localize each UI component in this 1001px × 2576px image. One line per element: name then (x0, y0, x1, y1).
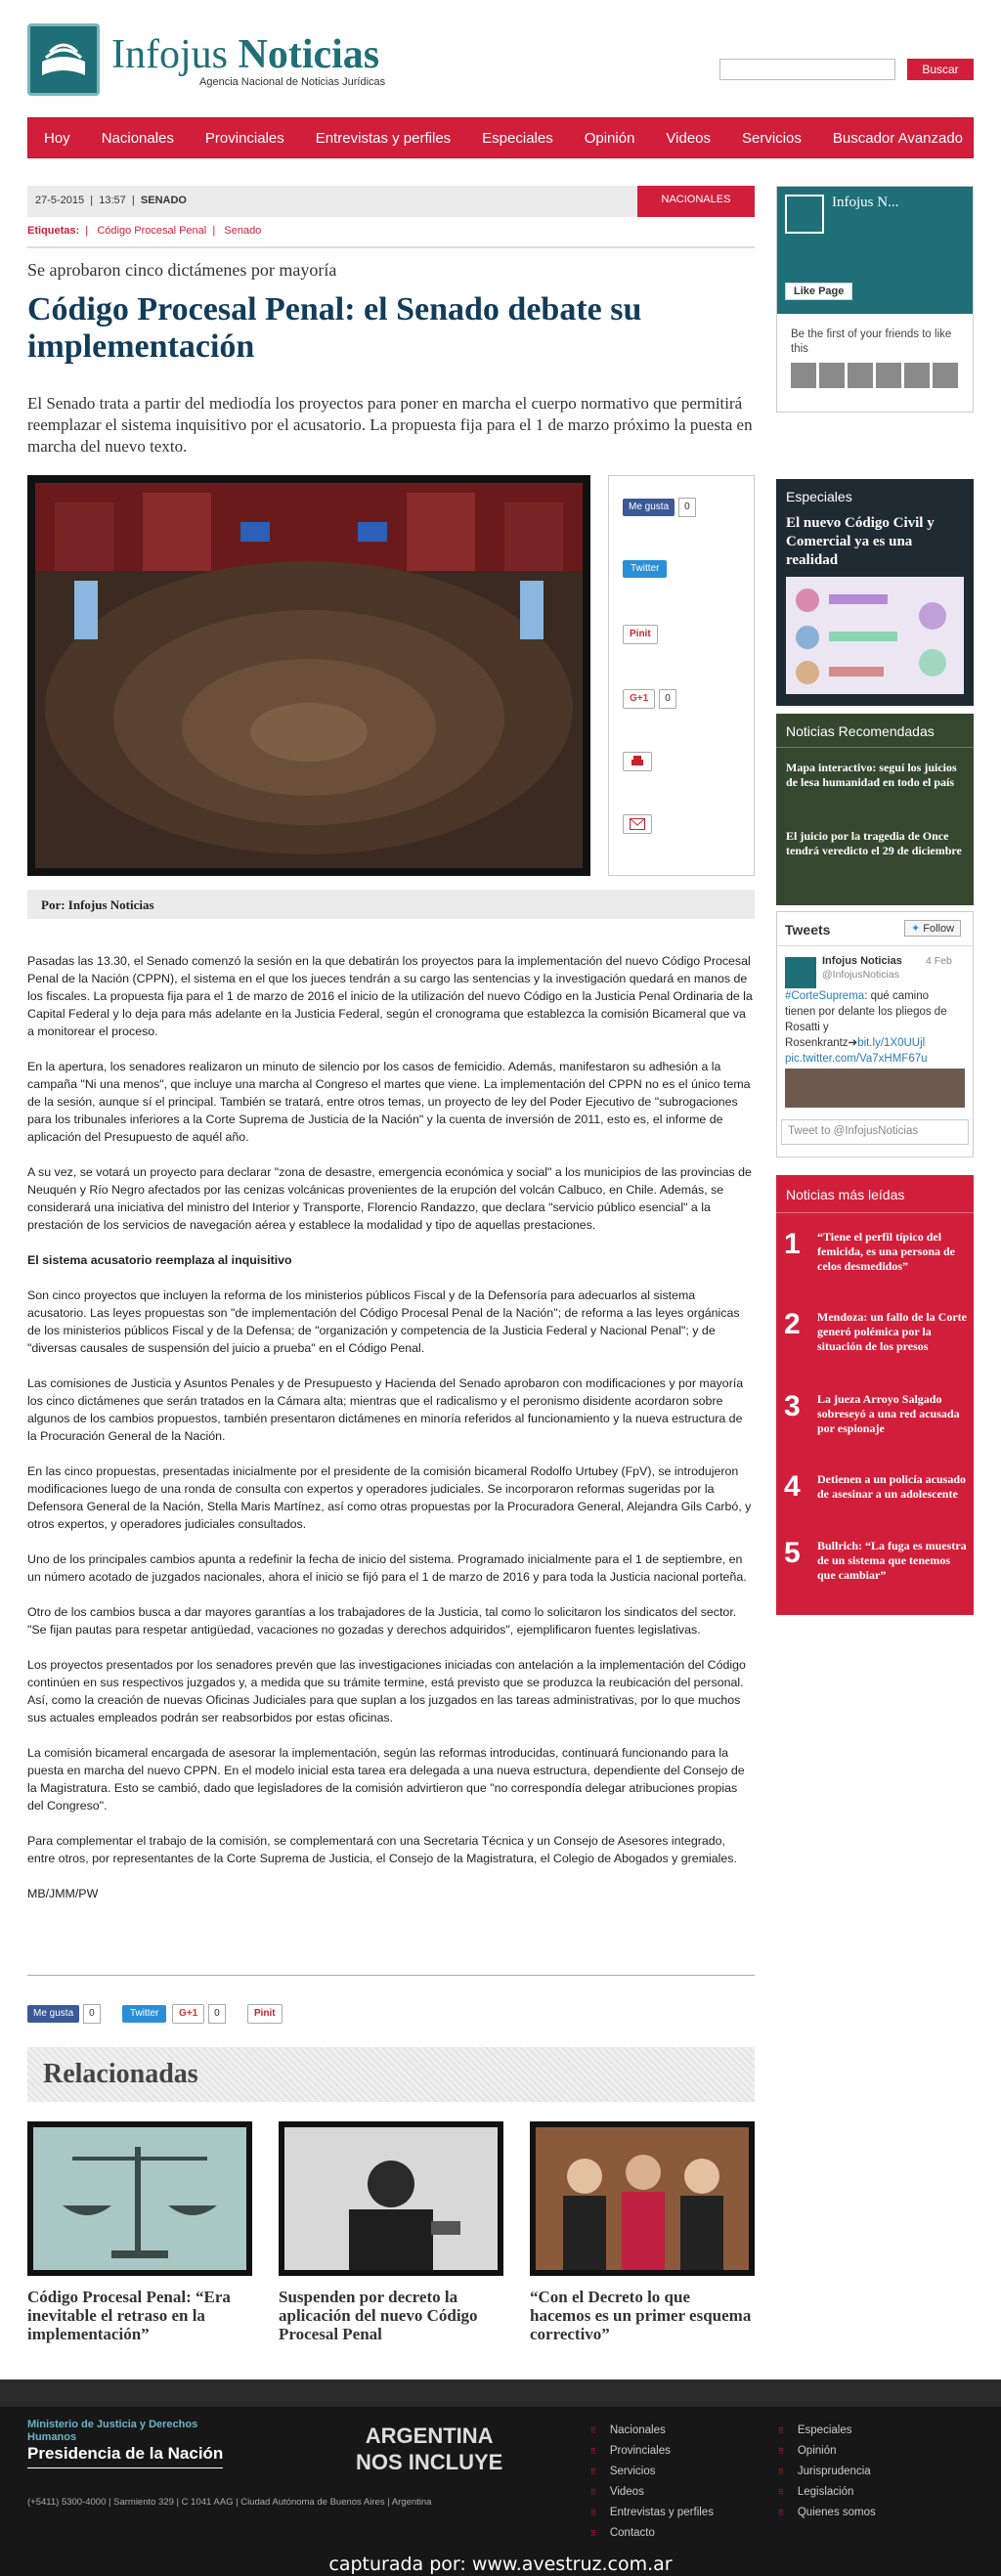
footer-link[interactable]: ⠿ Servicios (590, 2462, 714, 2482)
nav-item-servicios[interactable]: Servicios (742, 129, 802, 147)
print-button[interactable] (623, 752, 652, 771)
especiales-label: Especiales (786, 489, 852, 504)
avatar[interactable] (819, 363, 845, 388)
article-paragraph: En la apertura, los senadores realizaron un minuto de silencio por los casos de femicidio. Además, manifestaron su adhesión a la campaña "Ni una menos", que incluye una marcha al Congreso el martes que viene. La implementación del CPPN no es el único tema de la sesión, aunque sí el principal. También se tratará, entre otros temas, un proyecto de ley del Poder Ejecutivo de "subrogaciones para los tribunales inferiores a la Corte Suprema de Justicia de la Nación" y la cuenta de inversión de 2011, esto es, el informe de aplicación del Presupuesto de aquél año. (27, 1060, 751, 1144)
tweet-date[interactable]: 4 Feb (926, 955, 952, 967)
site-logo-icon[interactable] (27, 23, 100, 96)
twitter-widget (776, 911, 974, 1157)
nav-item-provinciales[interactable]: Provinciales (204, 129, 284, 147)
rank-number: 2 (784, 1308, 801, 1340)
avatar[interactable] (785, 957, 816, 988)
article-paragraph: Otro de los cambios busca a dar mayores garantías a los trabajadores de la Justicia, tal como lo solicitaron los sindicatos del sector. "Se fijan pautas para respetar antigüedad, vacaciones no gozadas y derechos adquiridos", ejemplificaron fuentes legislativas. (27, 1605, 737, 1637)
avatar[interactable] (933, 363, 958, 388)
mas-leida-link[interactable]: Detienen a un policía acusado de asesinar a un adolescente (817, 1472, 967, 1501)
divider (776, 1212, 974, 1213)
article-paragraph: Los proyectos presentados por los senadores prevén que las investigaciones iniciadas con antelación a la implementación del Código continúen en sus respectivos juzgados y, a medida que su trámite termine, está previsto que se produzca la reubicación del personal. Así, como la creación de nuevas Oficinas Judiciales para que suplan a los juzgados en las tareas administrativas, por lo que muchos sus actuales empleados podrán ser reabsorbidos por estas oficinas. (27, 1658, 746, 1725)
avatar[interactable] (848, 363, 873, 388)
tweet-user[interactable]: Infojus Noticias (822, 955, 902, 967)
recomendadas-box (776, 714, 974, 905)
article-signature: MB/JMM/PW (27, 1887, 99, 1900)
footer-links-col-2 (778, 2421, 876, 2523)
article-author: Por: Infojus Noticias (27, 890, 755, 919)
article-headline: Código Procesal Penal: el Senado debate su implementación (27, 291, 642, 365)
google-plus-count: 0 (659, 689, 676, 709)
footer-link[interactable]: ⠿ Nacionales (590, 2421, 714, 2441)
book-icon (36, 32, 91, 87)
tweet-text: #CorteSuprema: qué camino tienen por delante los pliegos de Rosatti y Rosenkrantz➔bit.ly/1X0UUjl pic.twitter.com/Va7xHMF67u (785, 990, 947, 1065)
avatar[interactable] (876, 363, 901, 388)
facebook-like-button[interactable]: Me gusta (27, 2005, 79, 2023)
related-image[interactable] (27, 2121, 252, 2276)
footer-address: (+5411) 5300-4000 | Sarmiento 329 | C 1041 AAG | Ciudad Autónoma de Buenos Aires | Argentina (27, 2497, 432, 2508)
twitter-button[interactable]: Twitter (623, 560, 667, 578)
especiales-title-link[interactable]: El nuevo Código Civil y Comercial ya es una realidad (786, 515, 935, 568)
article-paragraph: A su vez, se votará un proyecto para declarar "zona de desastre, emergencia económica y social" a los municipios de las provincias de Neuquén y Río Negro afectados por las cenizas volcánicas provenientes de la erupción del volcán Calbuco, en Chile. Además, se considerará una iniciativa del ministro del Interior y Transporte, Florencio Randazzo, que declara "servicio público esencial" a la prestación de los servicios de navegación aérea y establece la modalidad y tipo de aquellas prestaciones. (27, 1165, 752, 1232)
footer-presidencia[interactable]: Presidencia de la Nación (27, 2444, 223, 2468)
related-image[interactable] (530, 2121, 755, 2276)
nav-item-especiales[interactable]: Especiales (482, 129, 553, 147)
facebook-like-button[interactable]: Me gusta (623, 499, 675, 516)
search-button[interactable]: Buscar (907, 59, 974, 80)
especiales-box (776, 479, 974, 706)
argentina-nos-incluye-logo: ARGENTINA NOS INCLUYE (356, 2423, 503, 2474)
nav-item-entrevistas[interactable]: Entrevistas y perfiles (315, 129, 452, 147)
footer-link[interactable]: ⠿ Quienes somos (778, 2503, 876, 2523)
site-tagline: Agencia Nacional de Noticias Jurídicas (199, 76, 386, 88)
main-nav (27, 117, 974, 158)
article-subhead: Se aprobaron cinco dictámenes por mayoría (27, 260, 337, 280)
mas-leida-link[interactable]: Bullrich: “La fuga es muestra de un sistema que tenemos que cambiar” (817, 1539, 967, 1582)
related-title-link[interactable]: “Con el Decreto lo que hacemos es un primer esquema correctivo” (530, 2288, 752, 2343)
nav-item-opinion[interactable]: Opinión (584, 129, 635, 147)
senate-chamber-image (35, 483, 583, 868)
footer-link[interactable]: ⠿ Jurisprudencia (778, 2462, 876, 2482)
facebook-page-widget (776, 186, 974, 413)
nav-item-hoy[interactable]: Hoy (44, 129, 70, 147)
facebook-like-count: 0 (678, 498, 696, 517)
recomendadas-label: Noticias Recomendadas (786, 723, 935, 739)
facebook-cover[interactable] (777, 187, 973, 314)
footer-link[interactable]: ⠿ Legislación (778, 2482, 876, 2503)
google-plus-button[interactable]: G+1 (623, 689, 655, 709)
rank-number: 4 (784, 1470, 801, 1503)
article-paragraph: Para complementar el trabajo de la comisión, se complementará con una Secretaria Técnica y un Consejo de Asesores integrado, entre otros, por representantes de la Corte Suprema de Justicia, el Consejo de la Magistratura, el Colegio de Abogados y gremiales. (27, 1834, 737, 1865)
pinterest-button[interactable]: Pinit (247, 2004, 283, 2024)
facebook-like-count: 0 (83, 2004, 101, 2024)
article-body (27, 952, 755, 1920)
facebook-page-name[interactable]: Infojus N... (832, 195, 899, 210)
section-badge[interactable]: NACIONALES (637, 186, 755, 217)
avatar[interactable] (904, 363, 930, 388)
nav-item-nacionales[interactable]: Nacionales (101, 129, 174, 147)
email-button[interactable] (623, 814, 652, 834)
divider (27, 1975, 755, 1976)
tweet-hashtag[interactable]: #CorteSuprema (785, 990, 865, 1002)
print-icon (631, 756, 644, 767)
related-title-link[interactable]: Suspenden por decreto la aplicación del nuevo Código Procesal Penal (279, 2288, 478, 2343)
tags-label: Etiquetas: (27, 225, 80, 237)
related-title-link[interactable]: Código Procesal Penal: “Era inevitable el retraso en la implementación” (27, 2288, 231, 2343)
justice-scale-image (33, 2127, 246, 2270)
tag-link[interactable]: Código Procesal Penal (97, 225, 207, 237)
search-input[interactable] (719, 59, 895, 80)
rank-number: 3 (784, 1390, 801, 1422)
related-item[interactable] (279, 2121, 503, 2343)
footer-link[interactable]: ⠿ Videos (590, 2482, 714, 2503)
email-icon (630, 818, 645, 830)
group-photo (536, 2127, 749, 2270)
article-paragraph: La comisión bicameral encargada de asesorar la implementación, según las reformas introducidas, continuará funcionando para la puesta en marcha del nuevo CPPN. En el modelo inicial esta tarea era delegada a una nueva estructura, dependiente del Consejo de la Magistratura. Esto se cambió, dado que legisladores de la comisión advirtieron que "no correspondía delegar atribuciones propias del Congreso". (27, 1746, 745, 1812)
avatar[interactable] (791, 363, 816, 388)
article-meta-bar (27, 186, 755, 217)
especiales-image[interactable] (786, 577, 964, 694)
site-footer (0, 2380, 1001, 2576)
twitter-bird-icon: ✦ (911, 923, 921, 935)
tweet-image[interactable] (785, 1069, 965, 1108)
mas-leidas-label: Noticias más leídas (786, 1187, 905, 1202)
article-paragraph: Pasadas las 13.30, el Senado comenzó la sesión en la que debatirán los proyectos para la implementación del nuevo Código Procesal Penal de la Nación (CPPN), el sistema en el que los jueces tendrán a su cargo las sentencias y la investigación quedará en manos de los fiscales. La propuesta fija para el 1 de marzo de 2016 el inicio de la utilización del nuevo Código en la Justicia Penal Ordinaria de la Capital Federal y lo deja para más adelante en la Justicia Federal, según el cronograma que establezca la comisión Bicameral que va a monitorear el proceso. (27, 954, 753, 1038)
capture-watermark: capturada por: www.avestruz.com.ar (328, 2554, 673, 2575)
article-photo (27, 475, 590, 876)
article-lead: El Senado trata a partir del mediodía los proyectos para poner en marcha el cuerpo normativo que permitirá reemplazar el sistema inquisitivo por el acusatorio. La propuesta fija para el 1 de marzo próximo la puesta en marcha del nuevo texto. (27, 394, 753, 456)
related-item[interactable] (530, 2121, 755, 2343)
tweet-compose-input[interactable]: Tweet to @InfojusNoticias (781, 1119, 969, 1145)
footer-links-col-1 (590, 2421, 714, 2544)
divider (776, 747, 974, 748)
mas-leida-link[interactable]: Mendoza: un fallo de la Corte generó polémica por la situación de los presos (817, 1310, 967, 1353)
article-place: SENADO (140, 195, 187, 206)
related-item[interactable] (27, 2121, 252, 2343)
twitter-follow-button[interactable]: ✦ Follow (904, 920, 961, 937)
twitter-button[interactable]: Twitter (122, 2005, 166, 2023)
pinterest-button[interactable]: Pinit (623, 625, 658, 644)
mas-leida-link[interactable]: “Tiene el perfil típico del femicida, es una persona de celos desmedidos” (817, 1230, 955, 1273)
tweet-link[interactable]: pic.twitter.com/Va7xHMF67u (785, 1053, 928, 1065)
recomendada-link[interactable]: El juicio por la tragedia de Once tendrá veredicto el 29 de diciembre (786, 829, 962, 857)
nav-item-videos[interactable]: Videos (666, 129, 712, 147)
page-avatar (785, 195, 824, 234)
divider (27, 246, 755, 248)
facebook-like-page-button[interactable]: Like Page (785, 283, 852, 300)
tweet-link[interactable]: bit.ly/1X0UUjl (857, 1037, 926, 1049)
article-paragraph: Uno de los principales cambios apunta a redefinir la fecha de inicio del sistema. Programado inicialmente para el 1 de septiembre, en un número acotado de juzgados nacionales, ahora el inicio se fijó para el 1 de marzo de 2016 y para toda la Justicia nacional porteña. (27, 1552, 747, 1584)
mas-leidas-box (776, 1175, 974, 1615)
divider (777, 945, 973, 946)
facebook-friends-text: Be the first of your friends to like this (791, 328, 952, 355)
article-subtitle: El sistema acusatorio reemplaza al inquisitivo (27, 1253, 292, 1267)
facebook-faces (791, 363, 958, 388)
article-meta: 27-5-2015 | 13:57 | SENADO (35, 195, 187, 206)
bottom-share-row (27, 2004, 283, 2026)
speaker-photo (284, 2127, 498, 2270)
tags-row: Etiquetas: | Código Procesal Penal | Senado (27, 225, 262, 237)
recomendada-link[interactable]: Mapa interactivo: seguí los juicios de lesa humanidad en todo el país (786, 761, 957, 789)
related-header (27, 2047, 755, 2102)
article-paragraph: Son cinco proyectos que incluyen la reforma de los ministerios públicos Fiscal y de la Defensoría para adecuarlos al sistema acusatorio. Las leyes propuestas son "de implementación del Código Procesal Penal de la Nación"; de reforma a las leyes orgánicas de los ministerios públicos Fiscal y de la Defensa; de "organización y competencia de la Justicia Federal y Nacional Penal"; y de "diversas causales de suspensión del juicio a prueba" en el Código Penal. (27, 1288, 740, 1355)
codigo-civil-illustration (786, 577, 964, 694)
tweets-title: Tweets (785, 922, 831, 938)
footer-link[interactable]: ⠿ Provinciales (590, 2441, 714, 2462)
footer-pattern (0, 2380, 1001, 2407)
tweet-handle[interactable]: @InfojusNoticias (822, 969, 899, 981)
footer-link[interactable]: ⠿ Especiales (778, 2421, 876, 2441)
google-plus-count: 0 (208, 2004, 226, 2024)
rank-number: 5 (784, 1537, 801, 1569)
article-paragraph: En las cinco propuestas, presentadas inicialmente por el presidente de la comisión bicameral Rodolfo Urtubey (FpV), se introdujeron modificaciones luego de una ronda de consulta con expertos y operadores judiciales. Se incorporaron reformas sugeridas por la Defensora General de la Nación, Stella Maris Martínez, así como otras propuestas por la Procuradora General, Alejandra Gils Carbó, y otros expertos, y operadores judiciales consultados. (27, 1464, 752, 1531)
rank-number: 1 (784, 1228, 801, 1260)
site-header (27, 22, 976, 100)
article-time: 13:57 (99, 195, 126, 206)
article-paragraph: Las comisiones de Justicia y Asuntos Penales y de Presupuesto y Hacienda del Senado aprobaron con modificaciones y por mayoría los cinco dictámenes que serán tratados en la Cámara alta; mientras que el radicalismo y el peronismo disidente acordaron sobre algunos de los cambios propuestos, también presentaron dictámenes en minoría referidos al funcionamiento y la nueva estructura de la Procuración General de la Nación. (27, 1376, 744, 1443)
footer-link[interactable]: ⠿ Entrevistas y perfiles (590, 2503, 714, 2523)
related-image[interactable] (279, 2121, 503, 2276)
share-box (608, 475, 755, 876)
footer-ministerio[interactable]: Ministerio de Justicia y Derechos Humanos (27, 2419, 198, 2443)
footer-link[interactable]: ⠿ Opinión (778, 2441, 876, 2462)
google-plus-button[interactable]: G+1 (172, 2004, 204, 2024)
site-title[interactable]: Infojus Noticias (111, 32, 380, 77)
related-title: Relacionadas (43, 2059, 198, 2089)
mas-leida-link[interactable]: La jueza Arroyo Salgado sobreseyó a una red acusada por espionaje (817, 1392, 960, 1435)
nav-item-buscador-avanzado[interactable]: Buscador Avanzado (832, 129, 964, 147)
article-date: 27-5-2015 (35, 195, 85, 206)
tag-link[interactable]: Senado (224, 225, 262, 237)
footer-link[interactable]: ⠿ Contacto (590, 2523, 714, 2544)
